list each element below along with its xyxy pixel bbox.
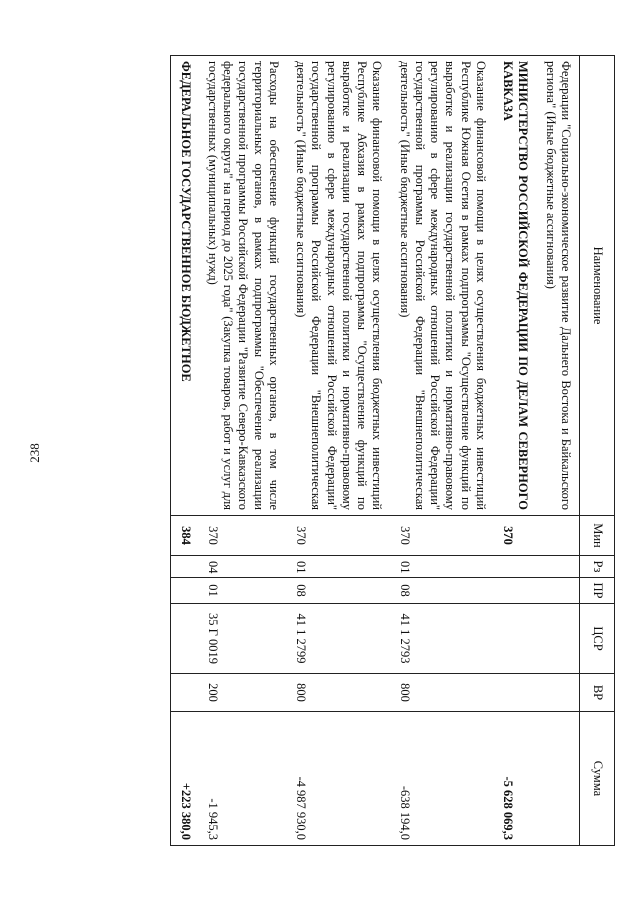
row-name: Федерации "Социально-экономическое развитие Дальнего Востока и Байкальского региона" (Иные бюджетные ассигнования)	[537, 56, 580, 516]
row-pr: 08	[391, 578, 495, 604]
row-pr	[494, 578, 537, 604]
row-name: Оказание финансовой помощи в целях осуществления бюджетных инвестиций Республике Южная Осетия в рамках подпрограммы "Осуществление функций по выработке и реализации государственной политики и нормативно-правовому регулированию в сфере международных отношений Российской Федерации" государственной программы Российской Федерации "Внешнеполитическая деятельность" (Иные бюджетные ассигнования)	[391, 56, 495, 516]
row-vr	[537, 674, 580, 712]
table-row-federal	[171, 56, 199, 846]
row-rz: 01	[287, 556, 391, 578]
row-pr	[537, 578, 580, 604]
row-min: 370	[287, 516, 391, 556]
row-vr	[494, 674, 537, 712]
row-name: ФЕДЕРАЛЬНОЕ ГОСУДАРСТВЕННОЕ БЮДЖЕТНОЕ	[171, 56, 199, 516]
row-pr: 01	[199, 578, 287, 604]
header-name: Наименование	[580, 56, 615, 516]
row-pr: 08	[287, 578, 391, 604]
header-csr: ЦСР	[580, 604, 615, 674]
table-row	[391, 56, 495, 846]
row-csr: 41 1 2799	[287, 604, 391, 674]
budget-table	[171, 55, 616, 846]
header-pr: ПР	[580, 578, 615, 604]
budget-sheet	[80, 55, 615, 845]
row-sum: +223 380,0	[171, 712, 199, 846]
header-min: Мин	[580, 516, 615, 556]
row-vr	[171, 674, 199, 712]
table-header-row	[580, 56, 615, 846]
row-min: 370	[199, 516, 287, 556]
row-rz	[494, 556, 537, 578]
row-sum: -1 945,3	[199, 712, 287, 846]
header-rz: Рз	[580, 556, 615, 578]
row-csr	[537, 604, 580, 674]
row-sum: -5 628 069,3	[494, 712, 537, 846]
row-min: 370	[494, 516, 537, 556]
row-name: Расходы на обеспечение функций государственных органов, в том числе территориальных органов, в рамках подпрограммы "Обеспечение реализации государственной программы Российской Федерации "Развитие Северо-Кавказского федерального округа" на период до 2025 года" (Закупка товаров, работ и услуг для государственных (муниципальных) нужд)	[199, 56, 287, 516]
row-rz	[537, 556, 580, 578]
row-pr	[171, 578, 199, 604]
row-sum: -638 194,0	[391, 712, 495, 846]
row-csr	[171, 604, 199, 674]
row-min: 370	[391, 516, 495, 556]
row-vr: 800	[287, 674, 391, 712]
row-rz: 04	[199, 556, 287, 578]
row-csr	[494, 604, 537, 674]
row-min	[537, 516, 580, 556]
header-sum: Сумма	[580, 712, 615, 846]
row-sum	[537, 712, 580, 846]
row-sum: -4 987 930,0	[287, 712, 391, 846]
row-csr: 41 1 2793	[391, 604, 495, 674]
row-name: Оказание финансовой помощи в целях осуществления бюджетных инвестиций Республике Абхазия в рамках подпрограммы "Осуществление функций по выработке и реализации государственной политики и нормативно-правовому регулированию в сфере международных отношений Российской Федерации" государственной программы Российской Федерации "Внешнеполитическая деятельность" (Иные бюджетные ассигнования)	[287, 56, 391, 516]
row-vr: 800	[391, 674, 495, 712]
header-vr: ВР	[580, 674, 615, 712]
table-row	[287, 56, 391, 846]
table-row	[199, 56, 287, 846]
row-csr: 35 Г 0019	[199, 604, 287, 674]
page-number: 238	[27, 443, 42, 463]
table-row	[537, 56, 580, 846]
row-name: МИНИСТЕРСТВО РОССИЙСКОЙ ФЕДЕРАЦИИ ПО ДЕЛАМ СЕВЕРНОГО КАВКАЗА	[494, 56, 537, 516]
row-rz: 01	[391, 556, 495, 578]
row-rz	[171, 556, 199, 578]
table-row-ministry	[494, 56, 537, 846]
row-vr: 200	[199, 674, 287, 712]
row-min: 384	[171, 516, 199, 556]
